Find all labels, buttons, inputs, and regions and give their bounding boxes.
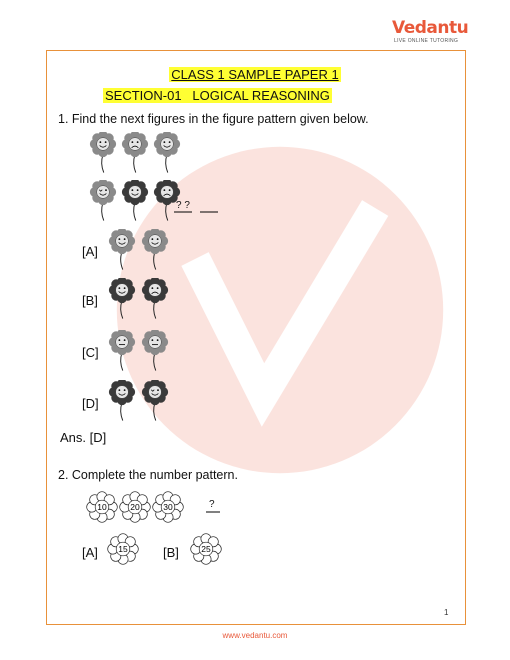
section-title: SECTION-01 LOGICAL REASONING (105, 88, 330, 103)
logo-wordmark: Vedantu (392, 18, 469, 38)
question-1-answer: Ans. [D] (60, 430, 107, 445)
pattern-flower-smile-icon (88, 132, 118, 174)
number-flower-icon (85, 490, 119, 524)
pattern-flower-smile-icon (120, 180, 150, 222)
pattern-flower-sad-icon (152, 180, 182, 222)
option-flower-neutral-icon (107, 330, 137, 372)
pattern-flower-wink-icon (88, 180, 118, 222)
missing-blank-line (205, 510, 221, 514)
q1-option-d-label[interactable]: [D] (82, 396, 99, 411)
paper-title: CLASS 1 SAMPLE PAPER 1 (171, 67, 339, 82)
page-number: 1 (444, 608, 449, 617)
number-flower-icon (118, 490, 152, 524)
question-1-missing: ? ? (176, 200, 190, 211)
svg-text:15: 15 (118, 543, 128, 554)
option-flower-sad-icon (140, 278, 170, 320)
option-flower-smile-icon (107, 380, 137, 422)
option-flower-smile-icon (107, 229, 137, 271)
vedantu-logo (392, 14, 472, 48)
question-1-text: 1. Find the next figures in the figure pattern given below. (58, 112, 369, 126)
pattern-flower-sad-icon (120, 132, 150, 174)
question-2-missing: ? (209, 499, 215, 510)
q2-option-a-label[interactable]: [A] (82, 545, 98, 560)
option-flower-neutral-icon (140, 330, 170, 372)
footer-url: www.vedantu.com (222, 631, 288, 640)
q1-option-b-label[interactable]: [B] (82, 293, 98, 308)
option-flower-wink-icon (140, 380, 170, 422)
question-2-text: 2. Complete the number pattern. (58, 468, 238, 482)
logo-tagline: LIVE ONLINE TUTORING (394, 38, 459, 44)
option-flower-smile-icon (107, 278, 137, 320)
q2-option-b-label[interactable]: [B] (163, 545, 179, 560)
q1-option-a-label[interactable]: [A] (82, 244, 98, 259)
q1-option-c-label[interactable]: [C] (82, 345, 99, 360)
option-flower-smile-icon (140, 229, 170, 271)
svg-text:30: 30 (163, 501, 173, 512)
option-a-number-flower-icon (106, 532, 140, 566)
svg-text:20: 20 (130, 501, 140, 512)
pattern-flower-smile-icon (152, 132, 182, 174)
svg-text:25: 25 (201, 543, 211, 554)
number-flower-icon (151, 490, 185, 524)
svg-text:10: 10 (97, 501, 107, 512)
option-b-number-flower-icon (189, 532, 223, 566)
